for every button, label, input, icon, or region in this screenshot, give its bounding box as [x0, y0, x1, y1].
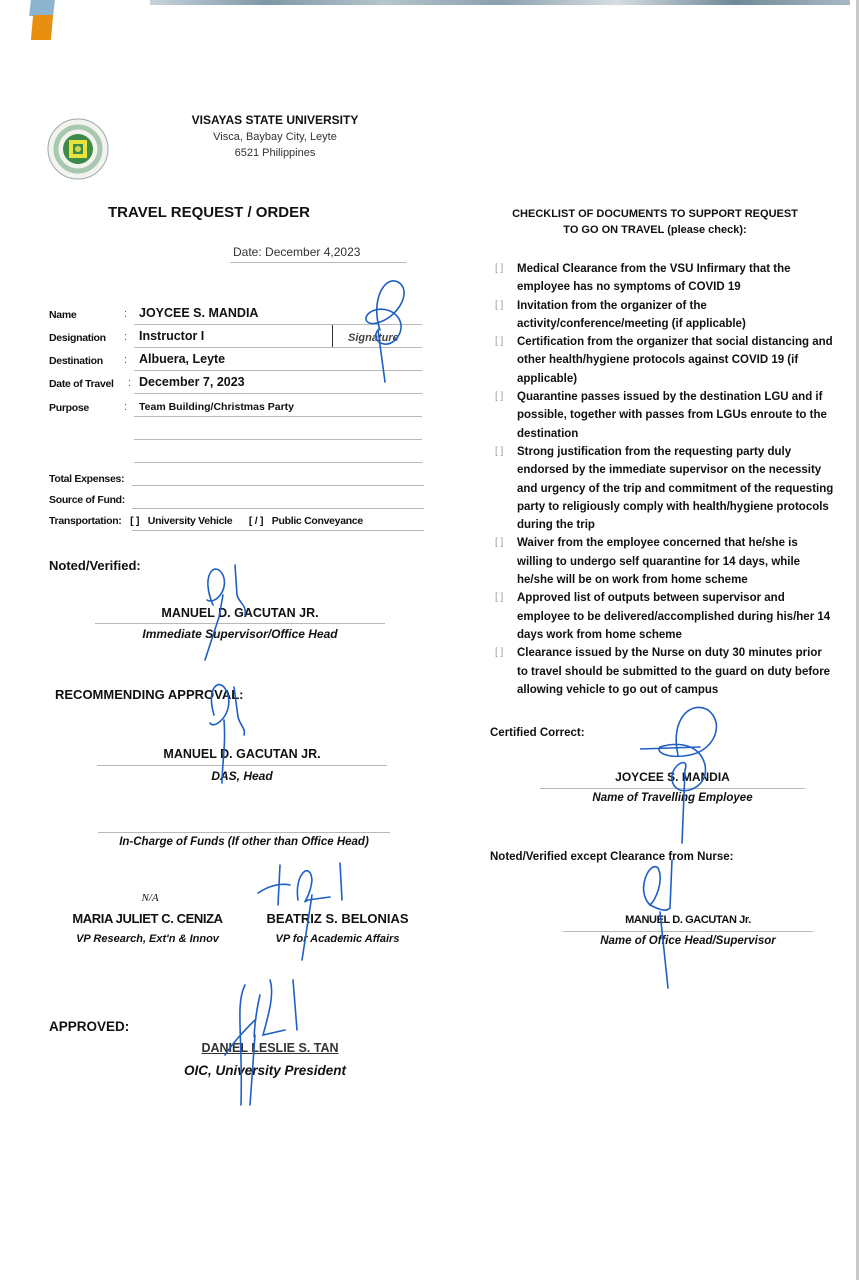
field-value: Instructor I [139, 329, 205, 343]
transport-checkbox-university-vehicle[interactable]: [ ] [130, 515, 140, 527]
field-value: Team Building/Christmas Party [139, 401, 295, 413]
field-underline [132, 485, 424, 486]
field-label: Date of Travel [49, 378, 114, 390]
checklist-item [495, 644, 835, 699]
checklist-checkbox[interactable]: [ ] [495, 445, 504, 457]
transport-checkbox-public-conveyance[interactable]: [ / ] [248, 515, 264, 527]
noted-signatory-role: Immediate Supervisor/Office Head [142, 627, 338, 641]
certified-correct-label: Certified Correct: [490, 727, 585, 739]
checklist-item-text: Clearance issued by the Nurse on duty 30 minutes prior to travel should be submitted to the guard on duty before allowing vehicle to go out of campus [517, 647, 831, 696]
field-underline [132, 530, 424, 531]
field-label: Designation [49, 332, 106, 344]
president-name: DANIEL LESLIE S. TAN [201, 1041, 339, 1055]
checklist-item-text: Quarantine passes issued by the destination LGU and if possible, together with passes from LGUs enroute to the destination [517, 391, 827, 440]
signature-line [97, 765, 387, 766]
approved-label: APPROVED: [49, 1019, 130, 1034]
checklist-title [490, 206, 820, 238]
checklist-item [495, 443, 835, 534]
field-colon: : [124, 331, 128, 343]
field-underline [134, 439, 422, 440]
tape-artifact [31, 15, 53, 40]
checklist-checkbox[interactable]: [ ] [495, 592, 504, 604]
checklist-checkbox[interactable]: [ ] [495, 391, 504, 403]
date-underline [230, 262, 406, 263]
vp2-name: BEATRIZ S. BELONIAS [266, 911, 409, 926]
transport-option-label: Public Conveyance [271, 515, 363, 527]
university-seal-icon [47, 118, 109, 180]
checklist-title-line: CHECKLIST OF DOCUMENTS TO SUPPORT REQUEST [512, 208, 798, 220]
checklist-item-text: Strong justification from the requesting party duly endorsed by the immediate supervisor on the necessity and urgency of the trip and commitment of the requesting party to religiously comply with health/hygiene protocols during the trip [517, 445, 834, 532]
checklist-checkbox[interactable]: [ ] [495, 537, 504, 549]
transportation-label: Transportation: [49, 515, 122, 527]
employee-name: JOYCEE S. MANDIA [615, 770, 730, 784]
source-of-fund-label: Source of Fund: [49, 494, 125, 506]
vp1-name: MARIA JULIET C. CENIZA [72, 911, 223, 926]
checklist-item [495, 388, 835, 443]
field-underline [134, 393, 422, 394]
field-value: Albuera, Leyte [139, 352, 226, 366]
signature-line [563, 931, 813, 932]
checklist-item-text: Certification from the organizer that social distancing and other health/hygiene protocols against COVID 19 (if applicable) [517, 336, 833, 385]
transportation-field [49, 515, 369, 527]
university-address-postal: 6521 Philippines [234, 147, 316, 159]
recommending-signatory-role: DAS, Head [211, 769, 273, 783]
vp2-signature [250, 855, 360, 965]
checklist-item [495, 260, 835, 297]
recommending-signatory-name: MANUEL D. GACUTAN JR. [163, 747, 321, 761]
checklist-item-text: Invitation from the organizer of the activity/conference/meeting (if applicable) [517, 299, 746, 330]
field-label: Name [49, 309, 77, 321]
employee-role: Name of Travelling Employee [592, 792, 753, 804]
field-underline [134, 416, 422, 417]
checklist-item-text: Waiver from the employee concerned that he/she is willing to undergo self quarantine for 14 days, while he/she will be on work from home scheme [517, 537, 801, 587]
signature-line [98, 832, 390, 833]
checklist [495, 260, 835, 699]
employee-signature [340, 270, 430, 390]
field-underline [132, 508, 424, 509]
checklist-item-text: Medical Clearance from the VSU Infirmary that the employee has no symptoms of COVID 19 [517, 263, 791, 294]
signature-separator [332, 325, 333, 347]
field-underline [134, 347, 422, 348]
date-value: December 4,2023 [265, 245, 361, 259]
checklist-item [495, 333, 835, 388]
vp2-role: VP for Academic Affairs [275, 933, 400, 945]
university-name: VISAYAS STATE UNIVERSITY [191, 113, 359, 127]
checklist-item [495, 297, 835, 334]
field-colon: : [128, 377, 132, 389]
date-label: Date: [233, 245, 262, 259]
office-head-name: MANUEL D. GACUTAN Jr. [625, 914, 751, 926]
president-role: OIC, University President [183, 1063, 347, 1078]
checklist-item-text: Approved list of outputs between supervisor and employee to be delivered/accomplished during his/her 14 days work from home scheme [517, 592, 831, 641]
field-label: Destination [49, 355, 103, 367]
signature-label: Signature [348, 332, 399, 344]
checklist-checkbox[interactable]: [ ] [495, 263, 504, 274]
field-colon: : [124, 401, 128, 413]
checklist-title-line: TO GO ON TRAVEL (please check): [563, 224, 747, 236]
checklist-checkbox[interactable]: [ ] [495, 647, 504, 659]
signature-line [95, 623, 385, 624]
noted-except-label: Noted/Verified except Clearance from Nurse: [490, 851, 734, 863]
field-underline [134, 370, 422, 371]
scan-edge-artifact [150, 0, 850, 5]
transport-option-label: University Vehicle [147, 515, 233, 527]
checklist-checkbox[interactable]: [ ] [495, 299, 504, 311]
noted-signatory-name: MANUEL D. GACUTAN JR. [161, 606, 319, 620]
field-underline [134, 324, 422, 325]
noted-verified-label: Noted/Verified: [49, 558, 141, 573]
field-colon: : [124, 354, 128, 366]
checklist-item [495, 534, 835, 589]
total-expenses-label: Total Expenses: [49, 473, 125, 485]
university-address: Visca, Baybay City, Leyte [213, 131, 337, 143]
checklist-checkbox[interactable]: [ ] [495, 336, 504, 348]
recommending-approval-label: RECOMMENDING APPROVAL: [55, 687, 244, 702]
date-field [233, 245, 360, 259]
field-value: December 7, 2023 [139, 375, 245, 389]
field-value: JOYCEE S. MANDIA [139, 306, 259, 320]
vp1-na-note: N/A [141, 892, 159, 904]
signature-line [540, 788, 805, 789]
vp1-role: VP Research, Ext'n & Innov [76, 933, 219, 945]
field-colon: : [124, 308, 128, 320]
field-underline [134, 462, 422, 463]
tape-artifact [29, 0, 55, 16]
in-charge-of-funds-role: In-Charge of Funds (If other than Office Head) [119, 836, 369, 848]
field-label: Purpose [49, 402, 89, 414]
form-title: TRAVEL REQUEST / ORDER [108, 204, 310, 221]
checklist-item [495, 589, 835, 644]
office-head-role: Name of Office Head/Supervisor [600, 935, 776, 947]
